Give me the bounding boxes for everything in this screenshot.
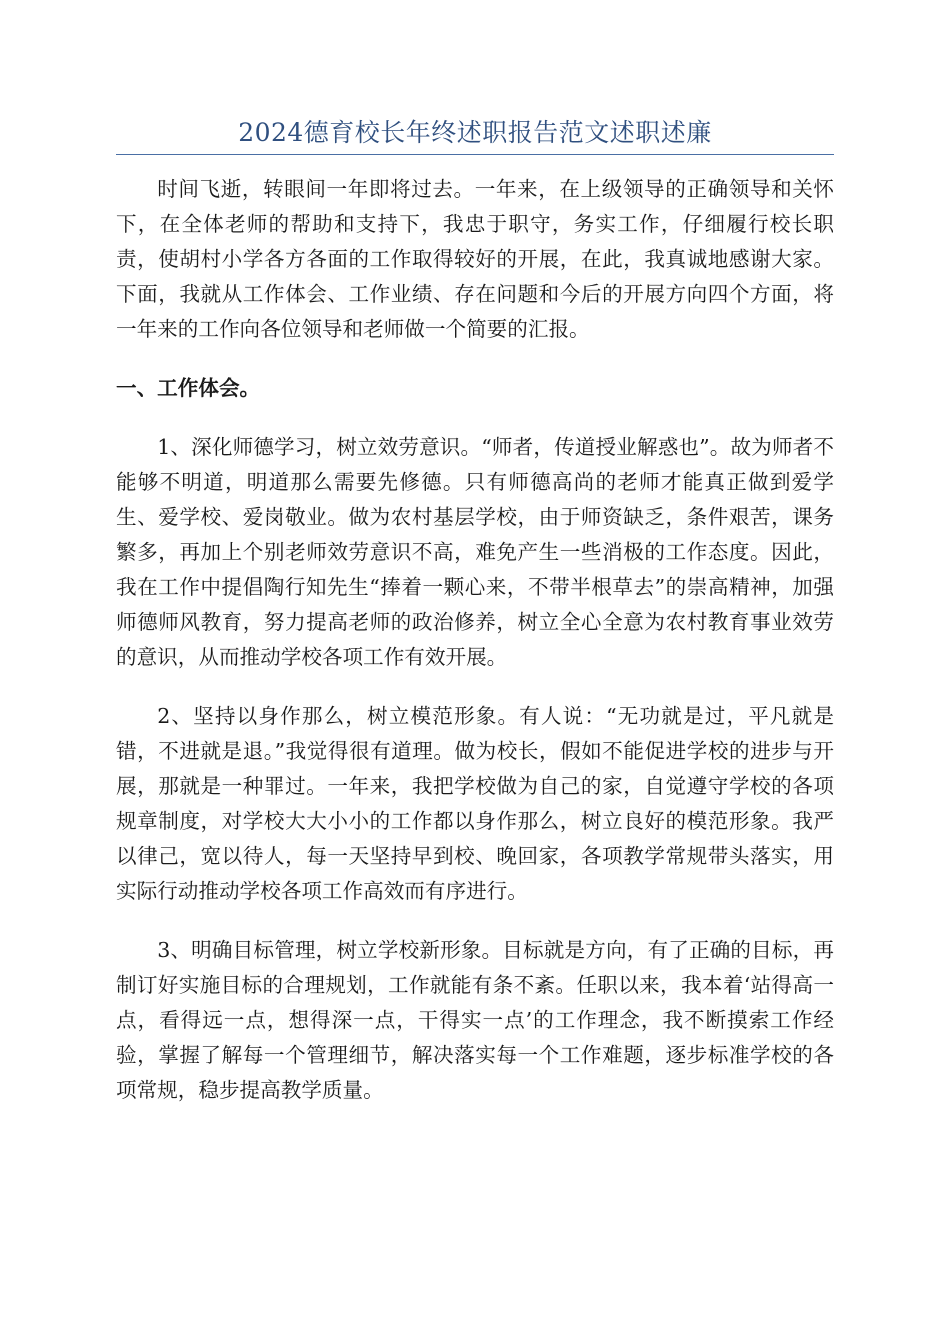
spacer — [116, 909, 834, 933]
section-heading: 一、工作体会。 — [116, 376, 261, 400]
body-paragraph-2: 2、坚持以身作那么，树立模范形象。有人说：“无功就是过，平凡就是错，不进就是退。”我觉得很有道理。做为校长，假如不能促进学校的进步与开展，那就是一种罪过。一年来，我把学校做为自己的家，自觉遵守学校的各项规章制度，对学校大大小小的工作都以身作那么，树立良好的模范形象。我严以律己，宽以待人，每一天坚持早到校、晚回家，各项教学常规带头落实，用实际行动推动学校各项工作高效而有序进行。 — [116, 704, 834, 903]
intro-paragraph: 时间飞逝，转眼间一年即将过去。一年来，在上级领导的正确领导和关怀下，在全体老师的帮助和支持下，我忠于职守，务实工作，仔细履行校长职责，使胡村小学各方各面的工作取得较好的开展，在此，我真诚地感谢大家。下面，我就从工作体会、工作业绩、存在问题和今后的开展方向四个方面，将一年来的工作向各位领导和老师做一个简要的汇报。 — [116, 177, 834, 341]
document-body — [116, 172, 834, 1108]
document-title: 2024德育校长年终述职报告范文述职述廉 — [238, 118, 712, 147]
spacer — [116, 406, 834, 430]
spacer — [116, 347, 834, 371]
body-paragraph-3: 3、明确目标管理，树立学校新形象。目标就是方向，有了正确的目标，再制订好实施目标的合理规划，工作就能有条不紊。任职以来，我本着‘站得高一点，看得远一点，想得深一点，干得实一点’的工作理念，我不断摸索工作经验，掌握了解每一个管理细节，解决落实每一个工作难题，逐步标准学校的各项常规，稳步提高教学质量。 — [116, 938, 834, 1102]
title-underline — [116, 154, 834, 155]
body-paragraph-1: 1、深化师德学习，树立效劳意识。“师者，传道授业解惑也”。故为师者不能够不明道，明道那么需要先修德。只有师德高尚的老师才能真正做到爱学生、爱学校、爱岗敬业。做为农村基层学校，由于师资缺乏，条件艰苦，课务繁多，再加上个别老师效劳意识不高，难免产生一些消极的工作态度。因此，我在工作中提倡陶行知先生“捧着一颗心来，不带半根草去”的崇高精神，加强师德师风教育，努力提高老师的政治修养，树立全心全意为农村教育事业效劳的意识，从而推动学校各项工作有效开展。 — [116, 435, 834, 669]
spacer — [116, 675, 834, 699]
